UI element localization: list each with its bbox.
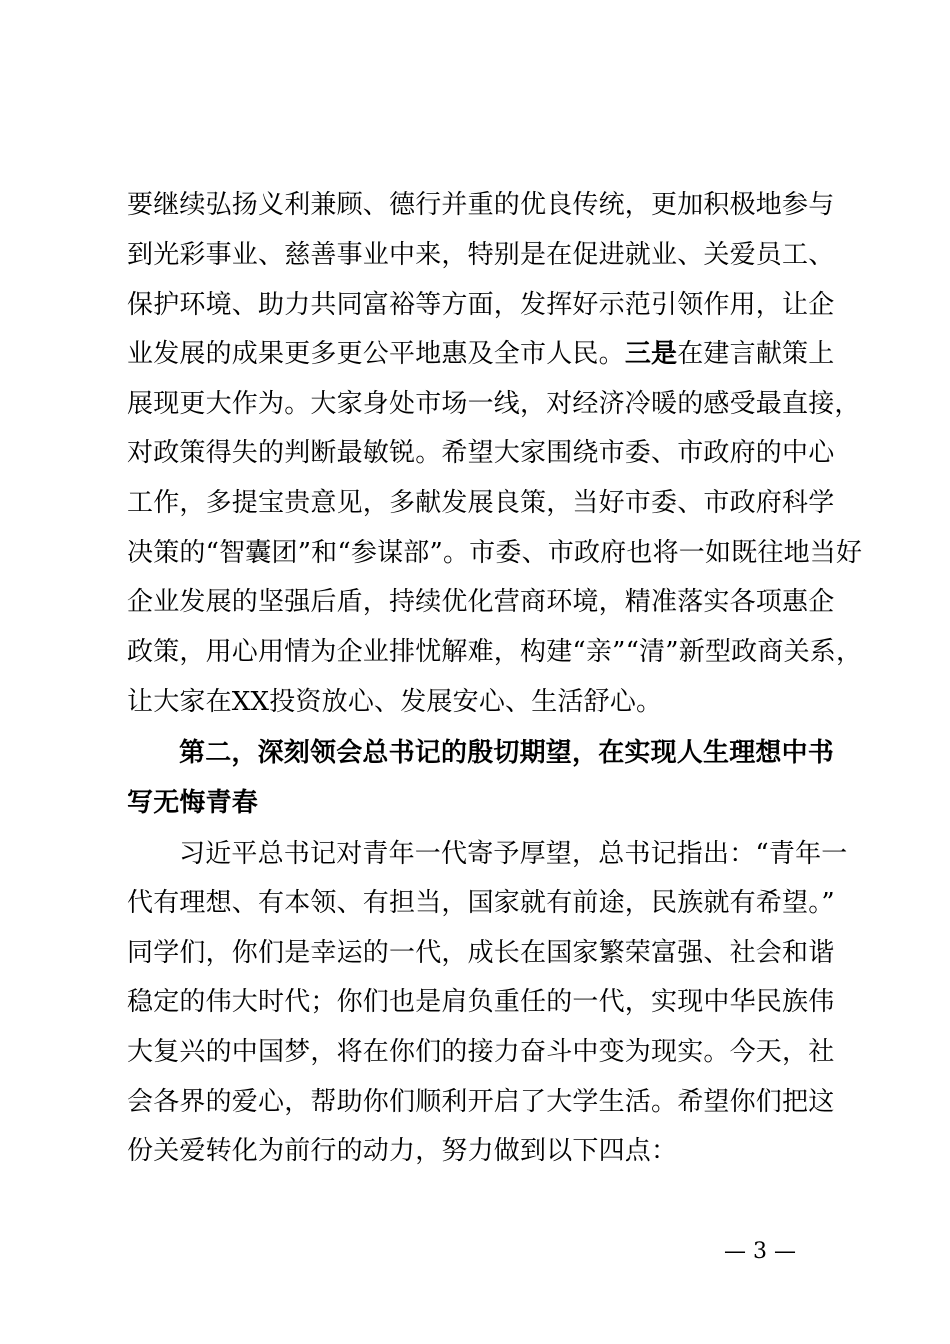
section-heading: 写无悔青春	[127, 788, 259, 818]
paragraph-line: 稳定的伟大时代；你们也是肩负重任的一代，实现中华民族伟	[127, 987, 835, 1017]
paragraph-line-mixed	[127, 329, 835, 379]
paragraph-line: 大复兴的中国梦，将在你们的接力奋斗中变为现实。今天，社	[127, 1037, 835, 1067]
section-heading: 第二，深刻领会总书记的殷切期望，在实现人生理想中书	[179, 738, 835, 768]
paragraph-line: 让大家在XX投资放心、发展安心、生活舒心。	[127, 687, 663, 717]
paragraph-line: 代有理想、有本领、有担当，国家就有前途，民族就有希望。”	[127, 888, 835, 918]
paragraph-line: 工作，多提宝贵意见，多献发展良策，当好市委、市政府科学	[127, 488, 835, 518]
paragraph-line: 份关爱转化为前行的动力，努力做到以下四点：	[127, 1136, 678, 1166]
paragraph-line: 对政策得失的判断最敏锐。希望大家围绕市委、市政府的中心	[127, 438, 835, 468]
paragraph-line: 到光彩事业、慈善事业中来，特别是在促进就业、关爱员工、	[127, 240, 835, 270]
bold-marker: 三是	[624, 339, 678, 369]
paragraph-line: 决策的“智囊团”和“参谋部”。市委、市政府也将一如既往地当好	[127, 538, 863, 568]
paragraph-line: 习近平总书记对青年一代寄予厚望，总书记指出：“青年一	[179, 839, 848, 869]
paragraph-line: 会各界的爱心，帮助你们顺利开启了大学生活。希望你们把这	[127, 1087, 835, 1117]
paragraph-line: 保护环境、助力共同富裕等方面，发挥好示范引领作用，让企	[127, 290, 835, 320]
paragraph-text: 在建言献策上	[677, 339, 835, 369]
paragraph-text: 业发展的成果更多更公平地惠及全市人民。	[127, 339, 625, 369]
paragraph-line: 政策，用心用情为企业排忧解难，构建“亲”“清”新型政商关系，	[127, 637, 863, 667]
paragraph-line: 同学们，你们是幸运的一代，成长在国家繁荣富强、社会和谐	[127, 938, 835, 968]
page-number: — 3 —	[724, 1239, 796, 1264]
paragraph-line: 展现更大作为。大家身处市场一线，对经济冷暖的感受最直接，	[127, 389, 861, 419]
paragraph-line: 企业发展的坚强后盾，持续优化营商环境，精准落实各项惠企	[127, 587, 835, 617]
paragraph-line: 要继续弘扬义利兼顾、德行并重的优良传统，更加积极地参与	[127, 190, 835, 220]
